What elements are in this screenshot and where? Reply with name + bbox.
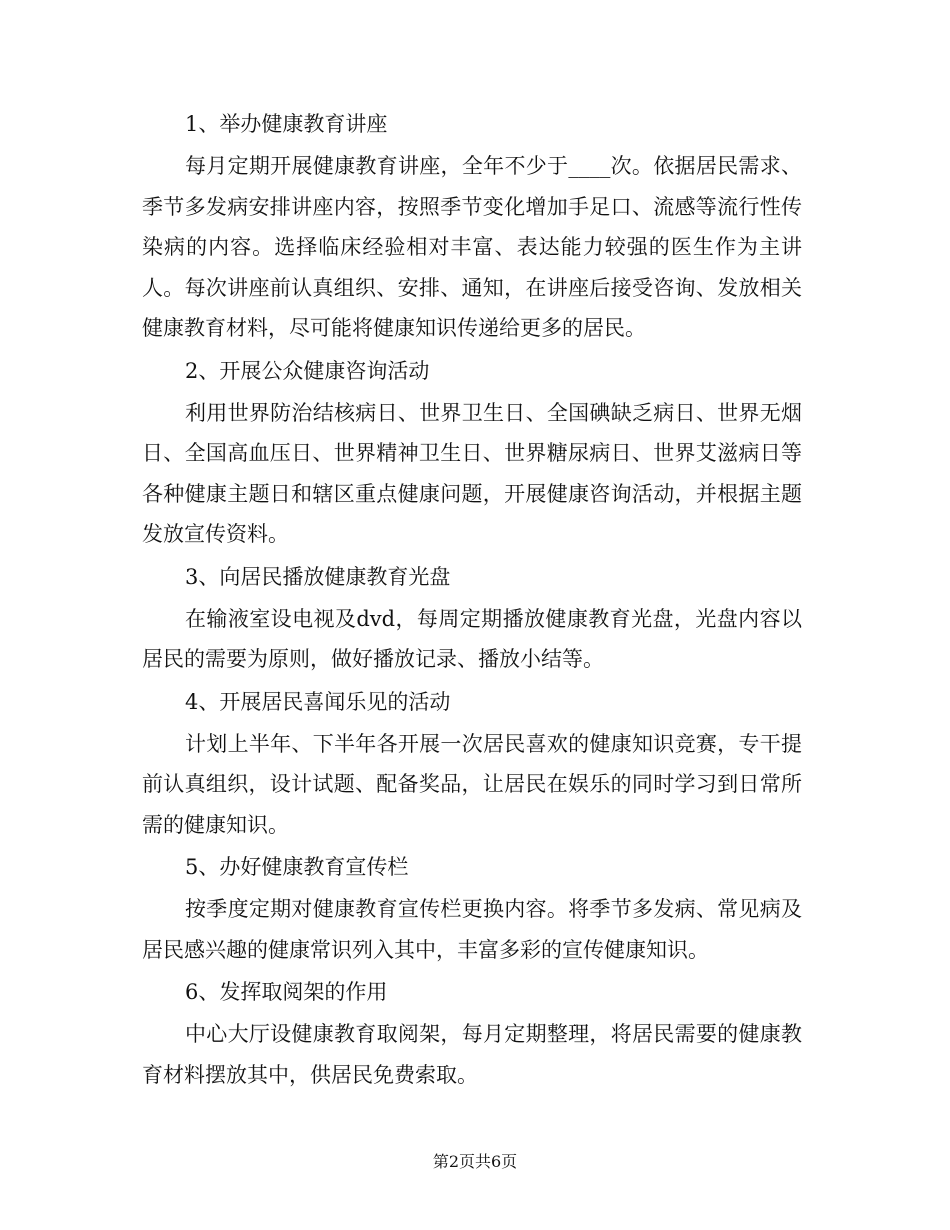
section-heading: 5、办好健康教育宣传栏: [185, 855, 409, 879]
section-1: [142, 104, 802, 349]
page-number-footer: 第2页共6页: [432, 1152, 518, 1171]
section-2: [142, 351, 802, 555]
section-4: [142, 682, 802, 846]
section-heading: 2、开展公众健康咨询活动: [185, 358, 430, 383]
section-heading: 1、举办健康教育讲座: [185, 112, 388, 136]
section-paragraph: 每月定期开展健康教育讲座，全年不少于____次。依据居民需求、季节多发病安排讲座内容，按照季节变化增加手足口、流感等流行性传染病的内容。选择临床经验相对丰富、表达能力较强的医生作为主讲人。每次讲座前认真组织、安排、通知，在讲座后接受咨询、发放相关健康教育材料，尽可能将健康知识传递给更多的居民。: [142, 154, 802, 340]
section-3: [142, 557, 802, 680]
section-heading: 3、向居民播放健康教育光盘: [185, 564, 451, 589]
section-6: [142, 972, 802, 1095]
section-paragraph: 计划上半年、下半年各开展一次居民喜欢的健康知识竞赛，专干提前认真组织，设计试题、配备奖品，让居民在娱乐的同时学习到日常所需的健康知识。: [142, 731, 802, 837]
section-heading: 4、开展居民喜闻乐见的活动: [185, 689, 451, 714]
section-paragraph: 中心大厅设健康教育取阅架，每月定期整理，将居民需要的健康教育材料摆放其中，供居民免费索取。: [142, 1022, 802, 1087]
section-5: [142, 847, 802, 970]
section-paragraph: 按季度定期对健康教育宣传栏更换内容。将季节多发病、常见病及居民感兴趣的健康常识列入其中，丰富多彩的宣传健康知识。: [142, 897, 802, 962]
section-paragraph: 在输液室设电视及dvd，每周定期播放健康教育光盘，光盘内容以居民的需要为原则，做好播放记录、播放小结等。: [142, 606, 802, 671]
section-paragraph: 利用世界防治结核病日、世界卫生日、全国碘缺乏病日、世界无烟日、全国高血压日、世界精神卫生日、世界糖尿病日、世界艾滋病日等各种健康主题日和辖区重点健康问题，开展健康咨询活动，并根据主题发放宣传资料。: [142, 400, 802, 546]
section-heading: 6、发挥取阅架的作用: [185, 980, 388, 1004]
document-body: [142, 104, 802, 1097]
